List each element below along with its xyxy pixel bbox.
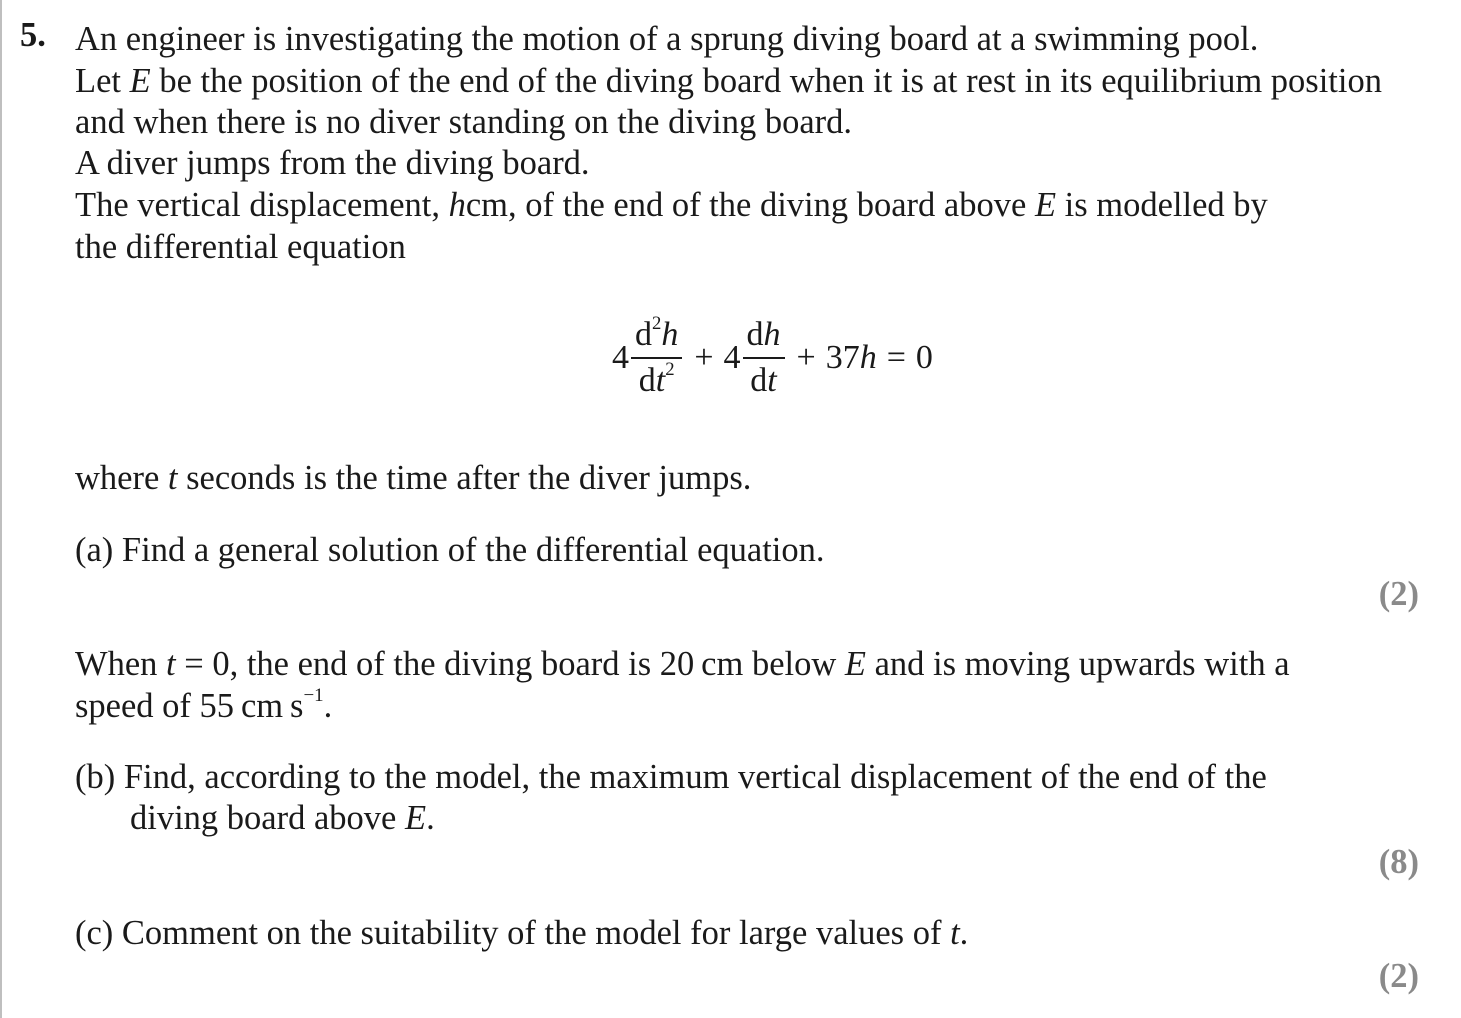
intro-line-2: Let E be the position of the end of the diving board when it is at rest in its equilibrium position — [75, 62, 1382, 100]
variable-E: E — [1034, 186, 1057, 224]
variable-E: E — [844, 645, 866, 683]
condition-line-1: When t = 0, the end of the diving board is 20 cm below E and is moving upwards with a — [75, 645, 1290, 683]
first-derivative-fraction: $\frac{dh}{dt}$ — [743, 317, 785, 399]
fraction-bar — [743, 357, 785, 359]
part-a — [75, 529, 825, 571]
second-derivative-fraction: $\frac{d^2h}{dt^2}$ — [631, 317, 682, 399]
left-margin-rule — [0, 0, 2, 1018]
plus-sign: + — [796, 339, 816, 376]
variable-t: t — [167, 459, 178, 497]
part-c-label: (c) — [75, 914, 114, 952]
where-statement: where t seconds is the time after the diver jumps. — [75, 459, 752, 497]
variable-t: t — [166, 645, 176, 683]
right-hand-side: 0 — [915, 339, 933, 376]
question-number: 5. — [20, 16, 46, 54]
intro-line-1: An engineer is investigating the motion of a sprung diving board at a swimming pool. — [75, 20, 1259, 58]
differential-equation — [612, 310, 933, 406]
term-3: 37h — [825, 339, 877, 376]
coefficient-2: 4 — [723, 339, 741, 376]
intro-line-6: the differential equation — [75, 228, 406, 266]
variable-E: E — [404, 799, 427, 837]
part-b — [75, 756, 1267, 798]
variable-E: E — [129, 62, 151, 100]
part-c-marks: (2) — [1378, 957, 1419, 995]
part-b-text-line-1: Find, according to the model, the maximum vertical displacement of the end of the — [123, 758, 1267, 796]
part-b-text-line-2: diving board above E. — [130, 799, 435, 837]
equals-sign: = — [886, 339, 906, 376]
part-c: (c) Comment on the suitability of the model for large values of t. — [75, 914, 969, 952]
intro-line-3: and when there is no diver standing on the diving board. — [75, 103, 853, 141]
variable-h: h — [448, 186, 466, 224]
part-a-label: (a) — [75, 531, 114, 569]
intro-line-5: The vertical displacement, hcm, of the end of the diving board above E is modelled by — [75, 186, 1268, 224]
part-a-text: Find a general solution of the differential equation. — [121, 531, 825, 569]
part-a-marks: (2) — [1378, 575, 1419, 613]
fraction-bar — [631, 357, 682, 359]
plus-sign: + — [694, 339, 714, 376]
part-b-marks: (8) — [1378, 843, 1419, 881]
part-b-label: (b) — [75, 758, 116, 796]
variable-t: t — [950, 914, 960, 952]
coefficient-1: 4 — [612, 339, 629, 376]
condition-line-2: speed of 55 cm $s^{-1}$. — [75, 684, 333, 725]
intro-line-4: A diver jumps from the diving board. — [75, 144, 590, 182]
